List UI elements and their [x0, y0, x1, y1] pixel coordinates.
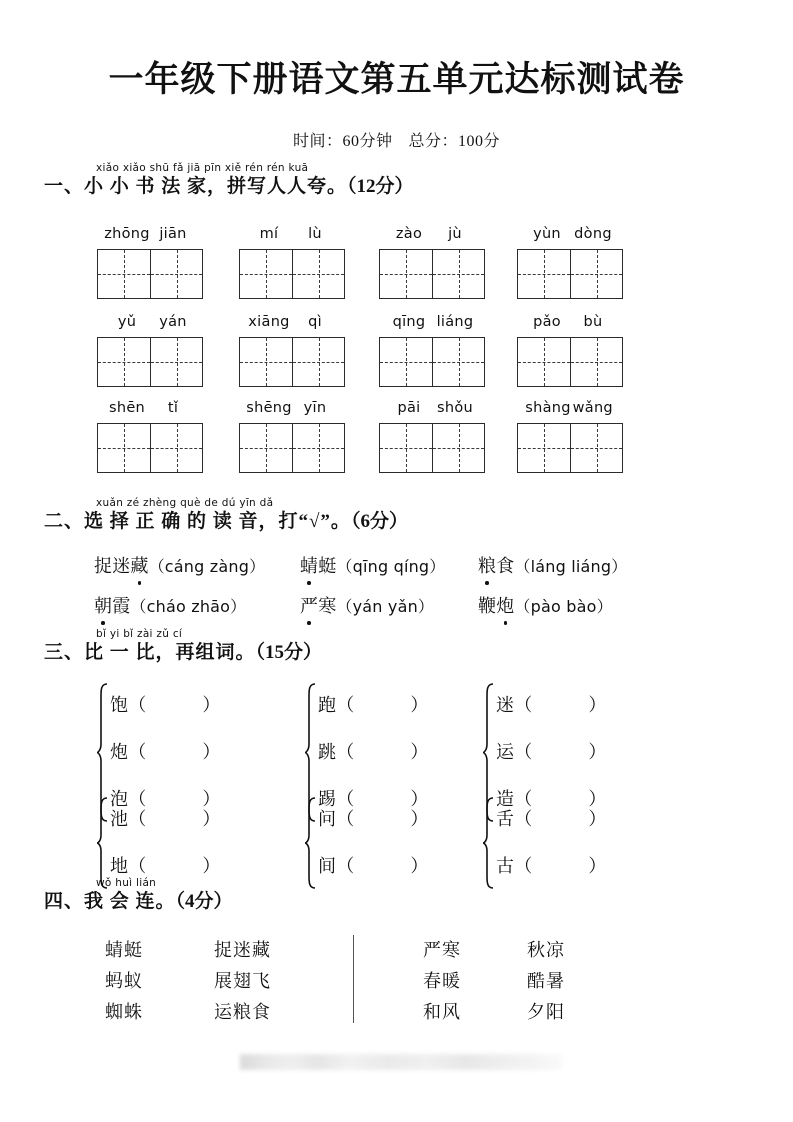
zuci-char: 地: [110, 856, 129, 876]
writing-item-12-pinyin: shàng wǎng: [525, 400, 613, 416]
paren-open: （: [128, 856, 147, 876]
tianzige-cell[interactable]: [570, 424, 622, 472]
zuci-group-4: [96, 796, 296, 890]
tianzige-cell[interactable]: [98, 338, 150, 386]
paren-close: ）: [588, 789, 607, 809]
tianzige-cell[interactable]: [518, 338, 570, 386]
section-1-title: [44, 176, 744, 198]
writing-item-5: [80, 314, 220, 387]
tianzige-cell[interactable]: [150, 250, 202, 298]
tianzige-box[interactable]: [239, 337, 345, 387]
zuci-char: 问: [318, 809, 337, 829]
writing-item-4-pinyin: yùn dòng: [533, 226, 612, 242]
choice-item-1[interactable]: [94, 552, 265, 578]
writing-item-6-pinyin: xiāng qì: [248, 314, 322, 330]
choice-char-marked: 严: [300, 592, 318, 618]
match-word[interactable]: 捉迷藏: [214, 940, 271, 960]
paren-close: ）: [588, 742, 607, 762]
tianzige-box[interactable]: [517, 423, 623, 473]
zuci-char: 舌: [496, 809, 515, 829]
choice-char-marked: 朝: [94, 592, 112, 618]
zuci-char: 跳: [318, 742, 337, 762]
zuci-lines: [318, 796, 504, 890]
paren-open: （: [336, 789, 355, 809]
tianzige-cell[interactable]: [570, 338, 622, 386]
zuci-char: 迷: [496, 695, 515, 715]
paren-close: ）: [202, 742, 221, 762]
zuci-char: 泡: [110, 789, 129, 809]
tianzige-cell[interactable]: [380, 250, 432, 298]
zuci-line[interactable]: [318, 682, 504, 729]
page-title: 一年级下册语文第五单元达标测试卷: [108, 60, 685, 99]
paren-open: （: [514, 695, 533, 715]
time-label: [293, 133, 393, 150]
zuci-line[interactable]: [110, 729, 296, 776]
tianzige-cell[interactable]: [380, 338, 432, 386]
paren-open: （: [128, 789, 147, 809]
section-4-text: 四、我 会 连。: [44, 891, 176, 912]
zuci-char: 池: [110, 809, 129, 829]
paren-open: （: [336, 695, 355, 715]
match-word[interactable]: 酷暑: [527, 971, 565, 991]
match-left-column-1: [105, 935, 143, 1028]
paren-open: （: [336, 742, 355, 762]
zuci-line[interactable]: [318, 796, 504, 843]
section-3-heading: [44, 628, 744, 664]
match-word[interactable]: 春暖: [423, 971, 461, 991]
paren-close: ）: [202, 789, 221, 809]
choice-pinyin: （cáng zàng）: [148, 557, 266, 576]
writing-item-7: [362, 314, 502, 387]
match-word[interactable]: 夕阳: [527, 1002, 565, 1022]
zuci-line[interactable]: [110, 682, 296, 729]
choice-pinyin: （cháo zhāo）: [130, 597, 247, 616]
tianzige-cell[interactable]: [292, 424, 344, 472]
redacted-footer-bar: [240, 1054, 562, 1070]
writing-item-11: [362, 400, 502, 473]
paren-open: （: [128, 695, 147, 715]
tianzige-box[interactable]: [97, 337, 203, 387]
match-word[interactable]: 蜘蛛: [105, 1002, 143, 1022]
choice-item-5[interactable]: [300, 592, 434, 618]
match-right-column-1: [423, 935, 461, 1028]
choice-char-marked: 炮: [496, 592, 514, 618]
match-word[interactable]: 秋凉: [527, 940, 565, 960]
brace-icon: [304, 796, 317, 890]
writing-item-9: [80, 400, 220, 473]
choice-char: 食: [496, 556, 515, 576]
time-text: 时间：60分钟: [292, 133, 393, 150]
tianzige-cell[interactable]: [150, 338, 202, 386]
zuci-group-6: [482, 796, 682, 890]
writing-item-10: [222, 400, 362, 473]
tianzige-box[interactable]: [379, 423, 485, 473]
section-3-title: [44, 642, 744, 664]
match-word[interactable]: 展翅飞: [214, 971, 271, 991]
paren-close: ）: [202, 695, 221, 715]
writing-item-12: [500, 400, 640, 473]
match-right-column-2: [527, 935, 565, 1028]
section-1-heading: [44, 162, 744, 198]
match-word[interactable]: 蚂蚁: [105, 971, 143, 991]
section-2-title: [44, 511, 744, 533]
choice-item-2[interactable]: [300, 552, 446, 578]
tianzige-box[interactable]: [517, 337, 623, 387]
tianzige-cell[interactable]: [292, 338, 344, 386]
writing-item-8: [500, 314, 640, 387]
writing-item-3-pinyin: zào jù: [395, 226, 462, 242]
zuci-group-5: [304, 796, 504, 890]
paren-open: （: [336, 809, 355, 829]
choice-item-6[interactable]: [478, 592, 613, 618]
writing-item-6: [222, 314, 362, 387]
tianzige-cell[interactable]: [518, 424, 570, 472]
section-2-heading: [44, 497, 744, 533]
section-2-text: 二、选 择 正 确 的 读 音，打“√”。: [44, 511, 351, 532]
paren-open: （: [128, 742, 147, 762]
tianzige-cell[interactable]: [380, 424, 432, 472]
choice-char-marked: 藏: [130, 552, 148, 578]
tianzige-box[interactable]: [379, 249, 485, 299]
choice-char-marked: 蜻: [300, 552, 318, 578]
paren-open: （: [514, 789, 533, 809]
paren-close: ）: [588, 856, 607, 876]
section-2-pinyin: xuǎn zé zhèng què de dú yīn dǎ: [96, 497, 274, 509]
zuci-line[interactable]: [496, 682, 682, 729]
section-2-score: （6分）: [350, 511, 408, 532]
paren-open: （: [514, 742, 533, 762]
match-section-divider: [353, 935, 354, 1023]
tianzige-box[interactable]: [239, 423, 345, 473]
writing-item-2: [222, 226, 362, 299]
paren-close: ）: [410, 856, 429, 876]
zuci-char: 饱: [110, 695, 129, 715]
zuci-char: 运: [496, 742, 515, 762]
tianzige-cell[interactable]: [432, 424, 484, 472]
writing-item-7-pinyin: qīng liáng: [392, 314, 474, 330]
writing-item-2-pinyin: mí lù: [259, 226, 322, 242]
zuci-char: 踢: [318, 789, 337, 809]
zuci-char: 造: [496, 789, 515, 809]
choice-pinyin: （láng liáng）: [514, 557, 628, 576]
section-4-title: [44, 891, 744, 913]
writing-item-1: [80, 226, 220, 299]
zuci-line[interactable]: [496, 796, 682, 843]
zuci-line[interactable]: [496, 729, 682, 776]
match-word[interactable]: 严寒: [423, 940, 461, 960]
writing-item-4: [500, 226, 640, 299]
section-4-score: （4分）: [175, 891, 233, 912]
tianzige-box[interactable]: [97, 249, 203, 299]
zuci-line[interactable]: [318, 729, 504, 776]
tianzige-cell[interactable]: [150, 424, 202, 472]
section-3-pinyin: bǐ yi bǐ zài zǔ cí: [96, 628, 183, 640]
section-4-pinyin: wǒ huì lián: [96, 877, 157, 889]
tianzige-box[interactable]: [517, 249, 623, 299]
choice-char: 捉: [94, 556, 113, 576]
paren-close: ）: [410, 742, 429, 762]
zuci-char: 间: [318, 856, 337, 876]
choice-item-3[interactable]: [478, 552, 627, 578]
tianzige-cell[interactable]: [240, 338, 292, 386]
paren-close: ）: [410, 695, 429, 715]
zuci-char: 炮: [110, 742, 129, 762]
match-word[interactable]: 蜻蜓: [105, 940, 143, 960]
brace-icon: [482, 796, 495, 890]
choice-char: 霞: [112, 596, 131, 616]
writing-item-5-pinyin: yǔ yán: [117, 314, 187, 330]
section-3-text: 三、比 一 比，再组词。: [44, 642, 256, 663]
match-word[interactable]: 和风: [423, 1002, 461, 1022]
brace-icon: [96, 796, 109, 890]
paren-close: ）: [202, 809, 221, 829]
tianzige-box[interactable]: [379, 337, 485, 387]
tianzige-cell[interactable]: [240, 424, 292, 472]
writing-item-11-pinyin: pāi shǒu: [397, 400, 473, 416]
zuci-char: 古: [496, 856, 515, 876]
choice-pinyin: （yán yǎn）: [336, 597, 435, 616]
match-word[interactable]: 运粮食: [214, 1002, 271, 1022]
paren-close: ）: [410, 809, 429, 829]
paren-close: ）: [588, 809, 607, 829]
paren-close: ）: [588, 695, 607, 715]
tianzige-box[interactable]: [239, 249, 345, 299]
paren-open: （: [514, 856, 533, 876]
exam-meta: [0, 128, 793, 151]
section-1-score: （12分）: [347, 176, 414, 197]
match-left-column-2: [214, 935, 271, 1028]
choice-pinyin: （qīng qíng）: [336, 557, 446, 576]
section-1-pinyin: xiǎo xiǎo shū fǎ jiā pīn xiě rén rén kuā: [96, 162, 309, 174]
tianzige-cell[interactable]: [240, 250, 292, 298]
writing-item-9-pinyin: shēn tǐ: [108, 400, 179, 416]
tianzige-cell[interactable]: [432, 338, 484, 386]
choice-char: 寒: [318, 596, 337, 616]
zuci-lines: [496, 796, 682, 890]
section-1-text: 一、小 小 书 法 家，拼写人人夸。: [44, 176, 348, 197]
choice-pinyin: （pào bào）: [514, 597, 613, 616]
zuci-char: 跑: [318, 695, 337, 715]
choice-char-marked: 粮: [478, 552, 496, 578]
writing-item-3: [362, 226, 502, 299]
tianzige-cell[interactable]: [98, 250, 150, 298]
choice-item-4[interactable]: [94, 592, 246, 618]
zuci-lines: [110, 796, 296, 890]
choice-char: 鞭: [478, 596, 497, 616]
writing-item-8-pinyin: pǎo bù: [533, 314, 603, 330]
choice-char: 蜓: [318, 556, 337, 576]
zuci-line[interactable]: [110, 796, 296, 843]
tianzige-cell[interactable]: [292, 250, 344, 298]
section-3-score: （15分）: [255, 642, 323, 663]
tianzige-cell[interactable]: [98, 424, 150, 472]
paren-open: （: [128, 809, 147, 829]
paren-close: ）: [202, 856, 221, 876]
writing-item-1-pinyin: zhōng jiān: [104, 226, 187, 242]
paren-open: （: [514, 809, 533, 829]
tianzige-box[interactable]: [97, 423, 203, 473]
choice-char: 迷: [112, 556, 131, 576]
paren-close: ）: [410, 789, 429, 809]
total-score-label: 总分：100分: [408, 133, 501, 150]
writing-item-10-pinyin: shēng yīn: [246, 400, 327, 416]
tianzige-cell[interactable]: [518, 250, 570, 298]
section-4-heading: [44, 877, 744, 913]
tianzige-cell[interactable]: [432, 250, 484, 298]
paren-open: （: [336, 856, 355, 876]
tianzige-cell[interactable]: [570, 250, 622, 298]
